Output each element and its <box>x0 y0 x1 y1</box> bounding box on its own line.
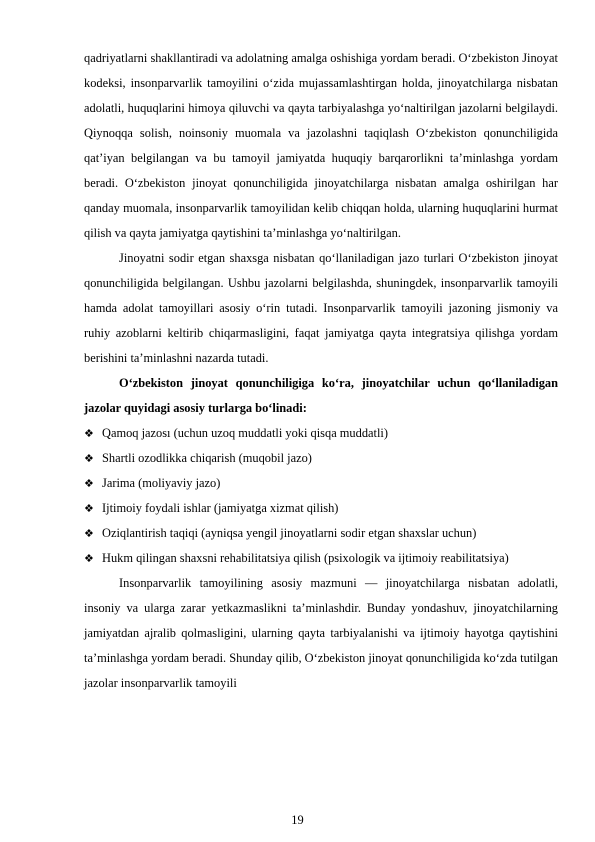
diamond-bullet-icon: ❖ <box>84 427 94 440</box>
list-item <box>84 471 558 496</box>
paragraph-1: qadriyatlarni shakllantiradi va adolatning amalga oshishiga yordam beradi. O‘zbekiston Jinoyat kodeksi, insonparvarlik tamoyilini o‘zida mujassamlashtirgan holda, jinoyatchilarga nisbatan adolatli, huquqlarini himoya qiluvchi va qayta tarbiyalashga yo‘naltirilgan jazolarni belgilaydi. Qiynoqqa solish, noinsoniy muomala va jazolashni taqiqlash O‘zbekiston qonunchiligida qat’iyan belgilangan va bu tamoyil jamiyatda huquqiy barqarorlikni ta’minlashga yordam beradi. O‘zbekiston jinoyat qonunchiligida jinoyatchilarga nisbatan amalga oshirilgan har qanday muomala, insonparvarlik tamoyilidan kelib chiqqan holda, ularning huquqlarini hurmat qilish va qayta jamiyatga qaytishini ta’minlashga yo‘naltirilgan. <box>84 51 558 240</box>
list-item-text: Oziqlantirish taqiqi (ayniqsa yengil jinoyatlarni sodir etgan shaxslar uchun) <box>102 526 477 540</box>
punishment-types-list <box>84 421 558 571</box>
page-number: 19 <box>291 813 304 827</box>
paragraph-2: Jinoyatni sodir etgan shaxsga nisbatan qo‘llaniladigan jazo turlari O‘zbekiston jinoyat qonunchiligida belgilangan. Ushbu jazolarni belgilashda, shuningdek, insonparvarlik tamoyili hamda adolat tamoyillari asosiy o‘rin tutadi. Insonparvarlik tamoyili jazoning jismoniy va ruhiy azoblarni keltirib chiqarmasligini, faqat jamiyatga qayta integratsiya qilishga yordam berishini ta’minlashni nazarda tutadi. <box>84 251 558 365</box>
list-item-text: Hukm qilingan shaxsni rehabilitatsiya qilish (psixologik va ijtimoiy reabilitatsiya) <box>102 551 509 565</box>
list-item <box>84 546 558 571</box>
list-item-text: Qamoq jazosı (uchun uzoq muddatli yoki qisqa muddatli) <box>102 426 388 440</box>
diamond-bullet-icon: ❖ <box>84 502 94 515</box>
list-item <box>84 496 558 521</box>
diamond-bullet-icon: ❖ <box>84 452 94 465</box>
list-item-text: Jarima (moliyaviy jazo) <box>102 476 221 490</box>
list-item <box>84 446 558 471</box>
list-item <box>84 521 558 546</box>
diamond-bullet-icon: ❖ <box>84 527 94 540</box>
document-page <box>84 46 558 696</box>
diamond-bullet-icon: ❖ <box>84 552 94 565</box>
diamond-bullet-icon: ❖ <box>84 477 94 490</box>
list-item-text: Shartli ozodlikka chiqarish (muqobil jazo) <box>102 451 312 465</box>
paragraph-3: Insonparvarlik tamoyilining asosiy mazmuni — jinoyatchilarga nisbatan adolatli, insoniy va ularga zarar yetkazmaslikni ta’minlashdir. Bunday yondashuv, jinoyatchilarning jamiyatdan ajralib qolmasligini, ularning qayta tarbiyalanishi va ijtimoiy hayotga qaytishini ta’minlashga yordam beradi. Shunday qilib, O‘zbekiston jinoyat qonunchiligida ko‘zda tutilgan jazolar insonparvarlik tamoyili <box>84 576 558 690</box>
list-heading: O‘zbekiston jinoyat qonunchiligiga ko‘ra, jinoyatchilar uchun qo‘llaniladigan jazolar quyidagi asosiy turlarga bo‘linadi: <box>84 376 558 415</box>
list-item-text: Ijtimoiy foydali ishlar (jamiyatga xizmat qilish) <box>102 501 339 515</box>
list-item <box>84 421 558 446</box>
